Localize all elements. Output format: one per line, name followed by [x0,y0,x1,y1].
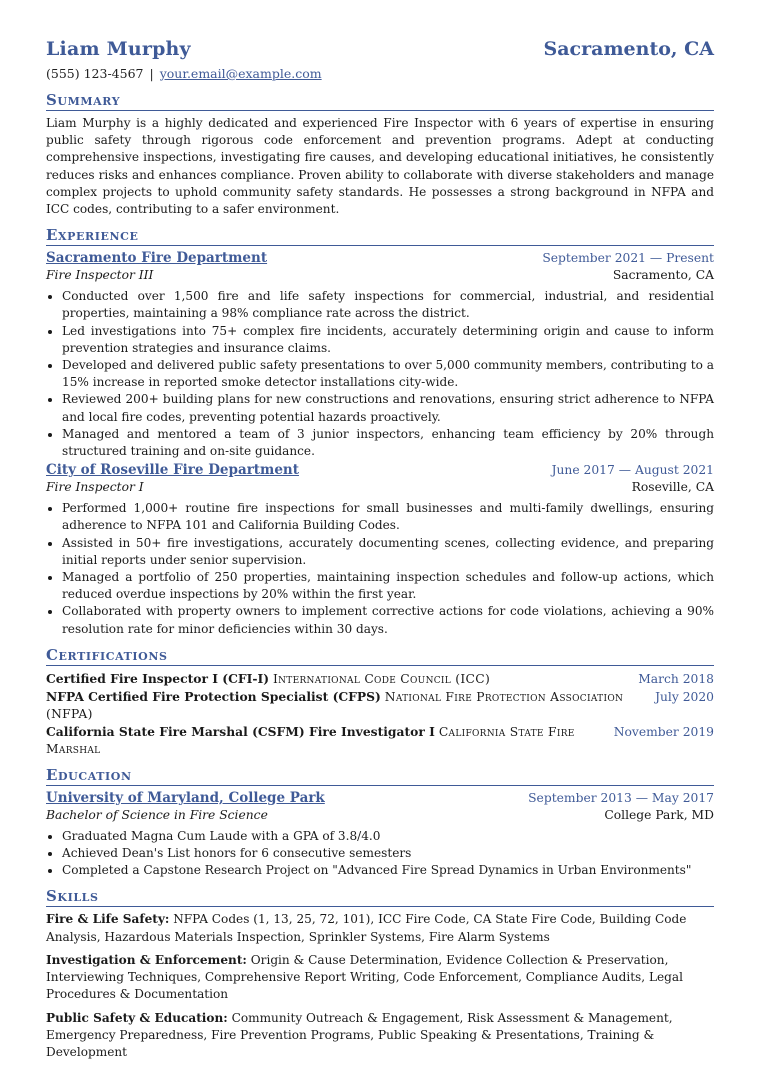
email-link[interactable]: your.email@example.com [159,66,322,81]
skill-group [46,952,714,1004]
skill-text: NFPA Codes (1, 13, 25, 72, 101), ICC Fire Code, CA State Fire Code, Building Code Analysis, Hazardous Materials Inspection, Sprinkler Systems, Fire Alarm Systems [46,912,687,944]
certification-issuer: California State Fire Marshal [46,724,575,756]
contact-line [46,66,714,81]
certification-name: Certified Fire Inspector I (CFI-I) [46,670,270,686]
list-item: • Conducted over 1,500 fire and life safety inspections for commercial, industrial, and residential properties, maintaining a 98% compliance rate across the district. [62,288,714,322]
experience-heading: Experience [46,226,714,246]
employment-dates: June 2017 — August 2021 [551,463,714,478]
school-location: College Park, MD [604,807,714,822]
phone-number: (555) 123-4567 [46,66,144,81]
experience-bullets [46,500,714,638]
list-item: • Managed and mentored a team of 3 junior inspectors, enhancing team efficiency by 20% through structured training and on-site guidance. [62,426,714,460]
experience-entry [46,462,714,638]
resume-header [46,38,714,60]
list-item: • Developed and delivered public safety presentations to over 5,000 community members, contributing to a 15% increase in reported smoke detector installations city-wide. [62,357,714,391]
education-heading: Education [46,766,714,786]
list-item: • Performed 1,000+ routine fire inspections for small businesses and multi-family dwellings, ensuring adherence to NFPA 101 and California Building Codes. [62,500,714,534]
job-title: Fire Inspector I [46,480,144,495]
experience-bullets [46,288,714,460]
certification-name: NFPA Certified Fire Protection Specialist (CFPS) [46,688,381,704]
employer-name[interactable]: City of Roseville Fire Department [46,462,299,479]
list-item: • Led investigations into 75+ complex fire incidents, accurately determining origin and cause to inform prevention strategies and insurance claims. [62,323,714,357]
skill-text: Community Outreach & Engagement, Risk Assessment & Management, Emergency Preparedness, Fire Prevention Programs, Public Speaking & Presentations, Training & Development [46,1010,673,1059]
certification-name: California State Fire Marshal (CSFM) Fire Investigator I [46,723,435,739]
candidate-location: Sacramento, CA [543,38,714,60]
education-entry [46,790,714,880]
summary-text: Liam Murphy is a highly dedicated and experienced Fire Inspector with 6 years of expertise in ensuring public safety through rigorous code enforcement and prevention programs. Adept at conducting comprehensive inspections, investigating fire causes, and developing educational initiatives, he consistently reduces risks and enhances compliance. Proven ability to collaborate with diverse stakeholders and manage complex projects to uphold community safety standards. He possesses a strong background in NFPA and ICC codes, contributing to a safer environment. [46,116,714,217]
education-dates: September 2013 — May 2017 [528,790,714,805]
job-location: Sacramento, CA [612,268,714,283]
skill-group [46,1010,714,1062]
certification-date: March 2018 [638,671,714,686]
list-item: • Graduated Magna Cum Laude with a GPA of 3.8/4.0 [62,828,714,845]
certification-issuer: National Fire Protection Association (NFPA) [46,689,624,721]
employer-name[interactable]: Sacramento Fire Department [46,250,268,267]
list-item: • Achieved Dean's List honors for 6 consecutive semesters [62,845,714,862]
skills-heading: Skills [46,887,714,907]
certification-issuer: International Code Council (ICC) [272,671,491,686]
certification-row [46,688,714,723]
experience-entry [46,250,714,460]
certification-date: November 2019 [613,724,714,739]
resume-page [46,38,714,1067]
certification-date: July 2020 [655,689,714,704]
job-location: Roseville, CA [631,480,714,495]
degree-title: Bachelor of Science in Fire Science [46,807,268,822]
skill-text: Origin & Cause Determination, Evidence Collection & Preservation, Interviewing Techniques, Comprehensive Report Writing, Code Enforcement, Compliance Audits, Legal Procedures & Documentation [46,952,683,1002]
job-title: Fire Inspector III [46,268,154,283]
employment-dates: September 2021 — Present [542,251,714,266]
skill-label: Public Safety & Education: [46,1010,228,1025]
school-name[interactable]: University of Maryland, College Park [46,789,325,806]
list-item: • Managed a portfolio of 250 properties, maintaining inspection schedules and follow-up actions, which reduced overdue inspections by 20% within the first year. [62,569,714,603]
skill-label: Fire & Life Safety: [46,912,170,927]
list-item: • Assisted in 50+ fire investigations, accurately documenting scenes, collecting evidence, and preparing initial reports under senior supervision. [62,535,714,569]
contact-separator: | [149,66,154,81]
list-item: • Completed a Capstone Research Project on "Advanced Fire Spread Dynamics in Urban Environments" [62,862,714,879]
skill-label: Investigation & Enforcement: [46,952,247,967]
list-item: • Collaborated with property owners to implement corrective actions for code violations, achieving a 90% resolution rate for minor deficiencies within 30 days. [62,603,714,637]
list-item: • Reviewed 200+ building plans for new constructions and renovations, ensuring strict adherence to NFPA and local fire codes, preventing potential hazards proactively. [62,391,714,425]
education-bullets [46,828,714,880]
skill-group [46,911,714,945]
certifications-heading: Certifications [46,646,714,666]
certification-row [46,670,714,688]
summary-heading: Summary [46,91,714,111]
certification-row [46,723,714,758]
candidate-name: Liam Murphy [46,38,191,60]
